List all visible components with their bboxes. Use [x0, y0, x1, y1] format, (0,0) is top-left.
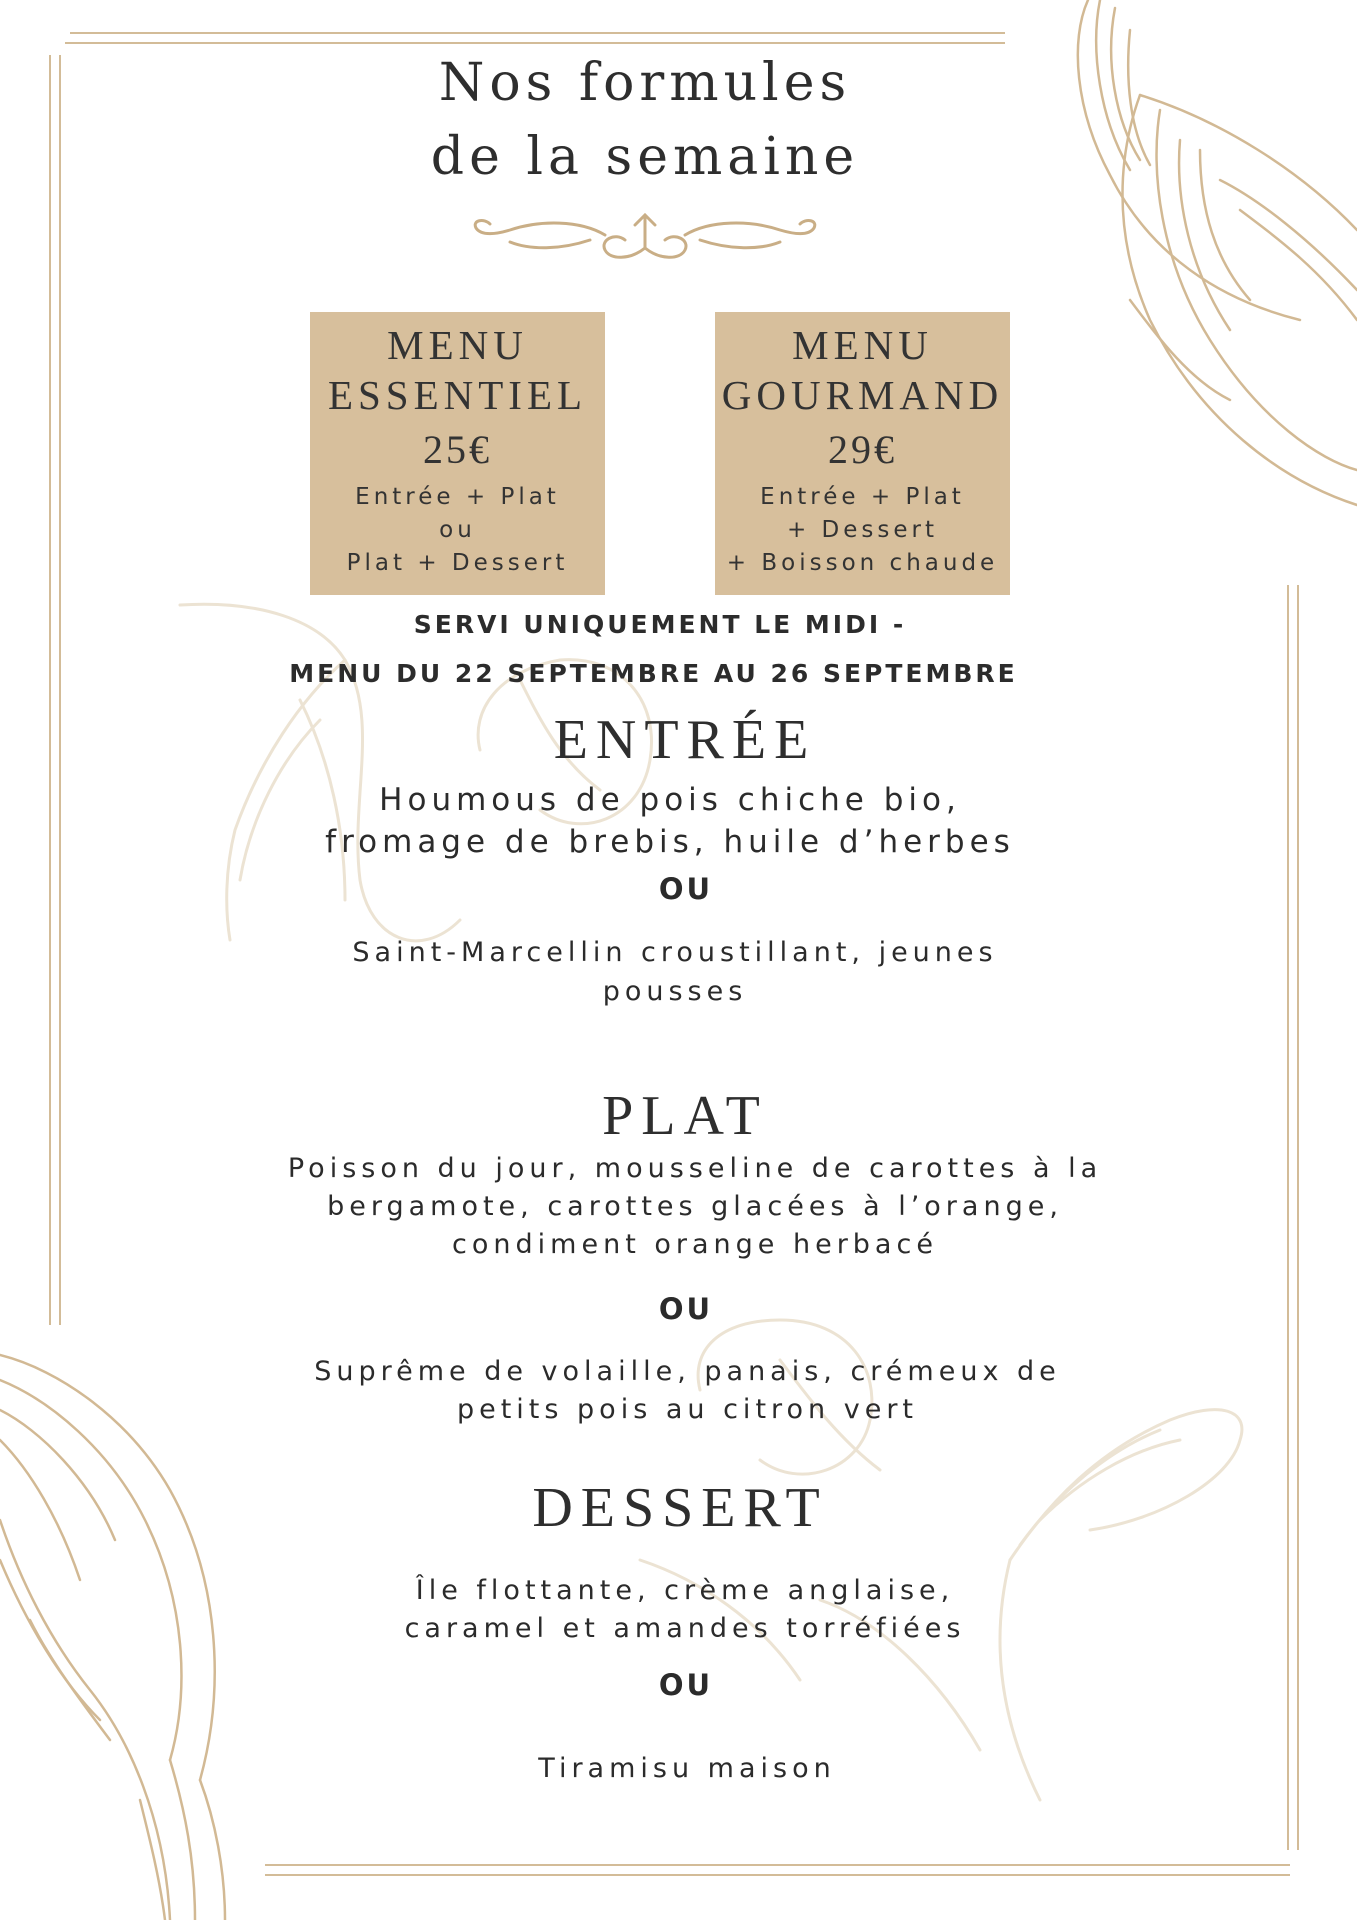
dessert-option1-line2: caramel et amandes torréfiées	[404, 1613, 966, 1644]
formula-desc-line2: + Dessert	[786, 517, 939, 543]
frame-bottom-line	[265, 1864, 1290, 1866]
formula-desc-line2: ou	[439, 517, 476, 543]
menu-dates: MENU DU 22 SEPTEMBRE AU 26 SEPTEMBRE	[289, 659, 1018, 688]
plat-option2-line1: Suprême de volaille, panais, crémeux de	[314, 1356, 1061, 1387]
formula-price: 25€	[423, 427, 492, 472]
formula-desc-line1: Entrée + Plat	[355, 484, 560, 510]
section-title-entree: ENTRÉE	[553, 709, 817, 771]
page-title-line2: de la semaine	[430, 127, 860, 187]
ornament-divider-icon	[470, 210, 820, 270]
plat-option1-line3: condiment orange herbacé	[452, 1229, 938, 1260]
dessert-option2-line1: Tiramisu maison	[538, 1753, 836, 1784]
entree-option2-line1: Saint-Marcellin croustillant, jeunes	[352, 937, 998, 968]
entree-or: OU	[658, 872, 714, 906]
formula-name-line1: MENU	[387, 322, 528, 368]
formula-name-line2: GOURMAND	[721, 372, 1004, 418]
service-info: SERVI UNIQUEMENT LE MIDI -	[413, 610, 907, 639]
frame-bottom-inner-line	[265, 1874, 1290, 1876]
section-title-dessert: DESSERT	[532, 1477, 828, 1539]
plat-option1-line2: bergamote, carottes glacées à l’orange,	[327, 1191, 1063, 1222]
plat-or: OU	[658, 1292, 714, 1326]
dessert-option1-line1: Île flottante, crème anglaise,	[415, 1575, 955, 1606]
section-title-plat: PLAT	[602, 1085, 768, 1147]
plat-option1-line1: Poisson du jour, mousseline de carottes à la	[287, 1153, 1103, 1184]
formula-name-line2: ESSENTIEL	[327, 372, 588, 418]
frame-top-line	[70, 32, 1005, 34]
formula-desc-line1: Entrée + Plat	[760, 484, 965, 510]
formula-desc-line3: Plat + Dessert	[346, 550, 569, 576]
formula-box-essentiel	[310, 312, 605, 595]
page-title-line1: Nos formules	[438, 53, 852, 113]
formula-price: 29€	[828, 427, 897, 472]
plat-option2-line2: petits pois au citron vert	[456, 1394, 919, 1425]
formula-box-gourmand	[715, 312, 1010, 595]
entree-option1-line1: Houmous de pois chiche bio,	[379, 782, 961, 818]
entree-option2-line2: pousses	[602, 976, 748, 1007]
formula-name-line1: MENU	[792, 322, 933, 368]
frame-top-inner-line	[65, 42, 1005, 44]
dessert-or: OU	[658, 1668, 714, 1702]
entree-option1-line2: fromage de brebis, huile d’herbes	[325, 824, 1015, 860]
formula-desc-line3: + Boisson chaude	[726, 550, 999, 576]
